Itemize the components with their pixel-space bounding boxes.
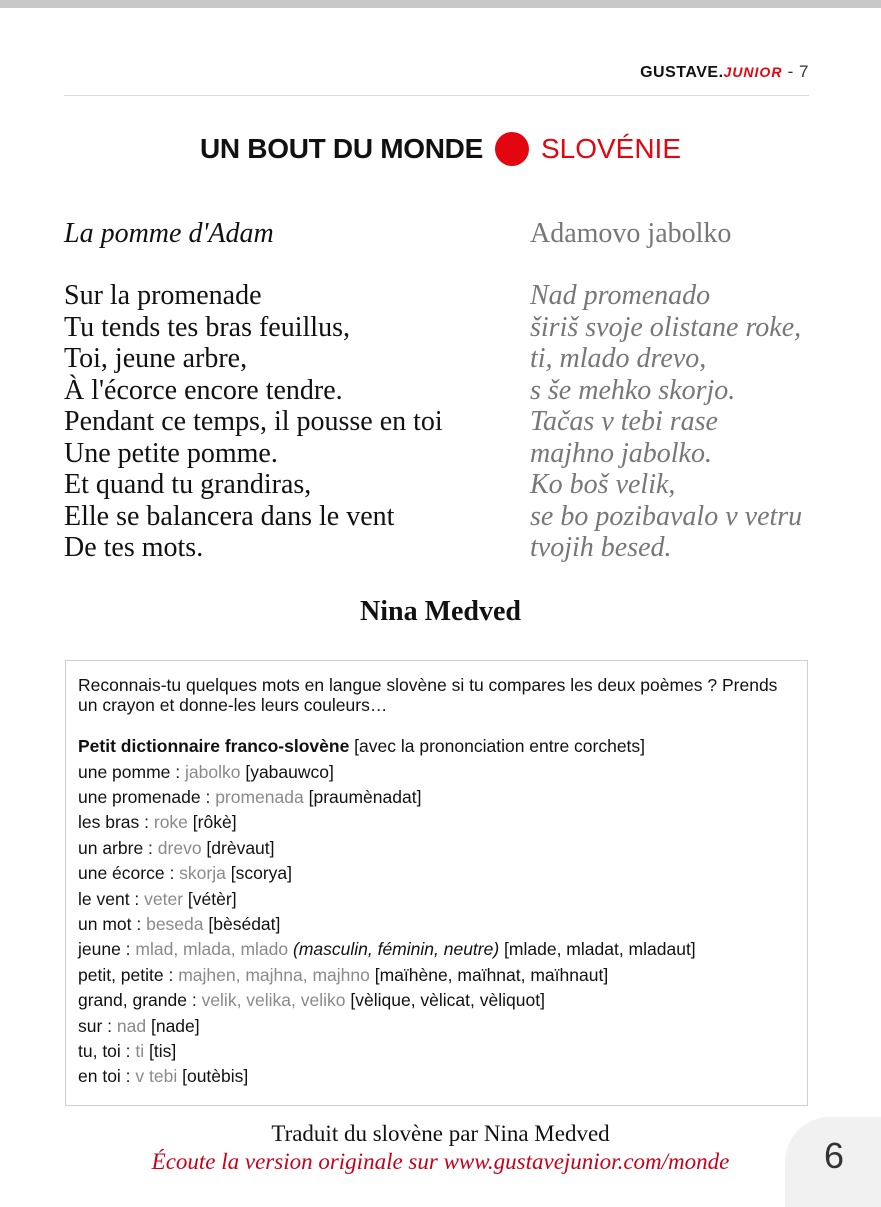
entry-pron: [bèsédat] (203, 913, 281, 934)
entry-sl: beseda (146, 913, 204, 934)
poem-slovene (530, 218, 850, 564)
entry-sl: mlad, mlada, mlado (135, 939, 289, 960)
top-border (0, 0, 881, 8)
entry-fr: un mot : (78, 913, 147, 934)
entry-sl: velik, velika, veliko (201, 990, 346, 1011)
dictionary-entry (78, 912, 795, 937)
poem-slovene-line: Ko boš velik, (530, 469, 676, 500)
title-main: UN BOUT DU MONDE (199, 133, 483, 164)
dictionary-intro: Reconnais-tu quelques mots en langue slovène si tu compares les deux poèmes ? Prends un crayon et donne-les leurs couleurs… (78, 675, 778, 715)
entry-pron: [maïhène, maïhnat, maïhnaut] (369, 964, 609, 985)
entry-pron: [nade] (146, 1015, 200, 1036)
page-title (0, 127, 881, 171)
entry-fr: en toi : (78, 1066, 136, 1087)
poem-slovene-line: Tačas v tebi rase (530, 406, 718, 437)
translator-credit: Traduit du slovène par Nina Medved (271, 1121, 610, 1146)
entry-pron: [outèbis] (177, 1066, 249, 1087)
entry-fr: un arbre : (78, 837, 158, 858)
poem-french-line: Et quand tu grandiras, (64, 469, 312, 500)
page-header (64, 62, 809, 90)
poem-french-lines (64, 280, 514, 564)
dictionary-entry (78, 760, 795, 785)
dictionary-entry (78, 1039, 795, 1064)
entry-pron: [vèlique, vèlicat, vèliquot] (345, 990, 545, 1011)
entry-fr: une écorce : (78, 863, 180, 884)
entry-sl: drevo (157, 837, 202, 858)
header-divider (64, 95, 809, 96)
poem-slovene-line: širiš svoje olistane roke, (530, 311, 802, 343)
poem-french (64, 218, 514, 564)
entry-sl: ti (135, 1040, 145, 1061)
entry-pron: [scorya] (225, 863, 292, 884)
poem-slovene-title: Adamovo jabolko (530, 218, 732, 249)
brand-name: GUSTAVE. (640, 64, 724, 81)
dictionary-entries (78, 760, 795, 1090)
entry-sl: veter (144, 888, 184, 909)
entry-pron: [drèvaut] (201, 837, 275, 858)
dictionary-entry (78, 963, 795, 988)
entry-pron: [tis] (144, 1040, 177, 1061)
entry-fr: jeune : (78, 939, 136, 960)
entry-fr: tu, toi : (78, 1040, 136, 1061)
listen-link[interactable]: Écoute la version originale sur www.gustavejunior.com/monde (151, 1149, 730, 1174)
dictionary-entry (78, 1064, 795, 1089)
dictionary-box (65, 660, 808, 1106)
poem-french-line: Toi, jeune arbre, (64, 343, 248, 374)
poem-slovene-line: s še mehko skorjo. (530, 374, 736, 406)
entry-fr: le vent : (78, 888, 145, 909)
entry-fr: sur : (78, 1015, 117, 1036)
entry-fr: grand, grande : (78, 990, 202, 1011)
poem-french-line: Sur la promenade (64, 280, 262, 311)
entry-sl: jabolko (185, 761, 241, 782)
poem-author: Nina Medved (360, 596, 521, 627)
entry-fr: une promenade : (78, 786, 216, 807)
poem-slovene-line: ti, mlado drevo, (530, 343, 707, 374)
dictionary-entry (78, 810, 795, 835)
entry-sl: majhen, majhna, majhno (178, 964, 370, 985)
poem-french-line: Pendant ce temps, il pousse en toi (64, 406, 443, 437)
page-number: 6 (823, 1135, 845, 1176)
dictionary-heading-bold: Petit dictionnaire franco-slovène (78, 736, 350, 756)
dictionary-heading (78, 734, 795, 760)
entry-note: (masculin, féminin, neutre) (288, 939, 500, 960)
entry-pron: [mlade, mladat, mladaut] (499, 939, 696, 960)
poem-french-line: Elle se balancera dans le vent (64, 500, 395, 532)
entry-fr: une pomme : (78, 761, 185, 782)
poem-french-line: À l'écorce encore tendre. (64, 374, 343, 406)
entry-sl: v tebi (135, 1066, 178, 1087)
dictionary-entry (78, 861, 795, 886)
dictionary-entry (78, 937, 795, 962)
dictionary-entry (78, 887, 795, 912)
poem-french-title: La pomme d'Adam (64, 218, 274, 249)
poem-slovene-line: se bo pozibavalo v vetru (530, 500, 803, 532)
dictionary-heading-note: [avec la prononciation entre corchets] (349, 736, 646, 756)
poem-french-line: De tes mots. (64, 532, 204, 563)
entry-fr: petit, petite : (78, 964, 179, 985)
red-dot-icon (495, 132, 529, 166)
footer (0, 1120, 881, 1176)
entry-sl: roke (153, 812, 188, 833)
poem-slovene-line: Nad promenado (530, 280, 711, 311)
entry-sl: skorja (179, 863, 226, 884)
entry-sl: nad (116, 1015, 147, 1036)
poem-french-line: Une petite pomme. (64, 437, 278, 469)
header-page-ref: - 7 (782, 62, 809, 81)
title-country: SLOVÉNIE (540, 133, 682, 164)
entry-pron: [yabauwco] (240, 761, 334, 782)
entry-sl: promenada (215, 786, 304, 807)
dictionary-entry (78, 785, 795, 810)
poem-slovene-line: tvojih besed. (530, 532, 672, 563)
poem-slovene-line: majhno jabolko. (530, 437, 712, 469)
poem-french-line: Tu tends tes bras feuillus, (64, 311, 350, 343)
brand-junior: JUNIOR (723, 64, 783, 80)
entry-pron: [rôkè] (187, 812, 237, 833)
poem-slovene-lines (530, 280, 850, 564)
dictionary-entry (78, 988, 795, 1013)
dictionary-entry (78, 1014, 795, 1039)
entry-fr: les bras : (78, 812, 154, 833)
entry-pron: [praumènadat] (303, 786, 422, 807)
dictionary-entry (78, 836, 795, 861)
entry-pron: [vétèr] (183, 888, 237, 909)
